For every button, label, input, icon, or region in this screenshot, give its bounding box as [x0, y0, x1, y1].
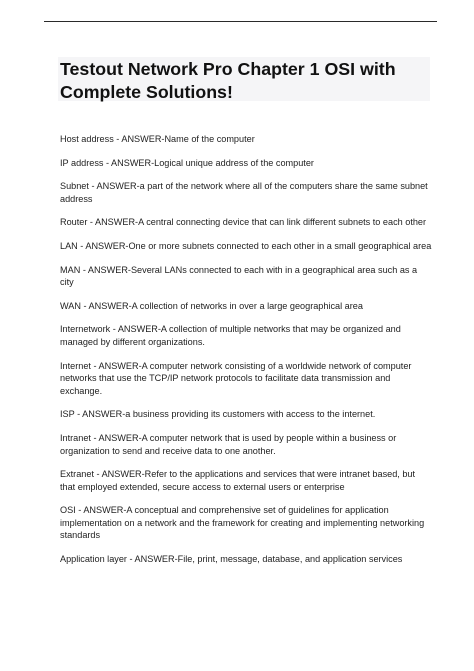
entry-lan: LAN - ANSWER-One or more subnets connected to each other in a small geographical area: [60, 240, 432, 251]
entry-subnet: Subnet - ANSWER-a part of the network where all of the computers share the same subnet address: [60, 181, 428, 204]
entry-internet: Internet - ANSWER-A computer network consisting of a worldwide network of computer networks that use the TCP/IP network protocols to facilitate data transmission and exchange.: [60, 360, 412, 396]
entry-extranet: Extranet - ANSWER-Refer to the applications and services that were intranet based, but that employed extended, secure access to external users or enterprise: [60, 469, 416, 492]
entry-isp: ISP - ANSWER-a business providing its customers with access to the internet.: [60, 409, 376, 420]
document-title: Testout Network Pro Chapter 1 OSI with Complete Solutions!: [60, 59, 396, 102]
entry-man: MAN - ANSWER-Several LANs connected to each with in a geographical area such as a city: [60, 264, 418, 288]
entry-ip-address: IP address - ANSWER-Logical unique address of the computer: [60, 157, 314, 168]
entry-osi: OSI - ANSWER-A conceptual and comprehensive set of guidelines for application implementation on a network and the framework for creating and implementing networking standards: [60, 505, 425, 541]
entry-router: Router - ANSWER-A central connecting device that can link different subnets to each other: [60, 217, 427, 228]
entry-host-address: Host address - ANSWER-Name of the computer: [60, 134, 255, 144]
entry-intranet: Intranet - ANSWER-A computer network that is used by people within a business or organization to send and receive data to one another.: [60, 432, 397, 456]
header-rule: [44, 21, 437, 22]
entries-list: [60, 133, 432, 577]
entry-wan: WAN - ANSWER-A collection of networks in over a large geographical area: [60, 300, 363, 311]
entry-internetwork: Internetwork - ANSWER-A collection of multiple networks that may be organized and managed by different organizations.: [60, 324, 401, 347]
entry-application-layer: Application layer - ANSWER-File, print, message, database, and application services: [60, 554, 403, 565]
